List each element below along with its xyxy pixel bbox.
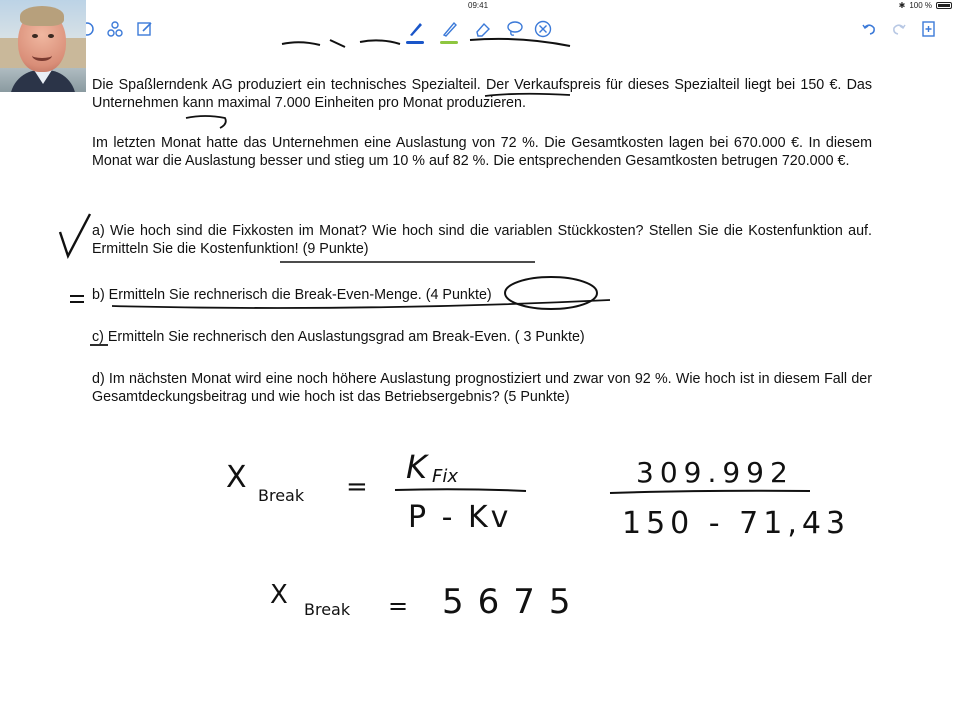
task-c: c) Ermitteln Sie rechnerisch den Auslastungsgrad am Break-Even. ( 3 Punkte) — [92, 329, 585, 345]
pen-green-icon[interactable] — [438, 18, 460, 40]
hw-result-value: 5675 — [442, 582, 585, 622]
eraser-icon[interactable] — [472, 18, 494, 40]
hw-denominator-value: 150 - 71,43 — [622, 506, 851, 541]
status-right — [899, 1, 952, 10]
ink-checkmark — [60, 214, 90, 256]
task-b: b) Ermitteln Sie rechnerisch die Break-Even-Menge. (4 Punkte) — [92, 287, 492, 303]
status-time: 09:41 — [468, 1, 489, 10]
undo-icon[interactable] — [858, 18, 880, 40]
hw-equals-2: = — [388, 592, 409, 620]
hw-x-symbol-1: X — [226, 460, 247, 495]
ink-fraction-bar-formula — [395, 489, 526, 491]
add-page-icon[interactable] — [918, 18, 940, 40]
hw-fix-subscript: Fix — [432, 466, 459, 487]
webcam-hair — [20, 6, 64, 26]
toolbar — [0, 12, 960, 48]
ink-fraction-bar-values — [610, 491, 810, 493]
battery-icon — [936, 2, 952, 9]
hw-equals-1: = — [346, 472, 368, 502]
status-bar — [0, 0, 960, 12]
lasso-icon[interactable] — [504, 18, 526, 40]
edit-icon[interactable] — [134, 18, 156, 40]
hw-break-subscript-2: Break — [304, 600, 351, 619]
battery-percent: 100 % — [909, 1, 932, 10]
webcam-eye-right — [48, 34, 54, 38]
shapes-icon[interactable] — [104, 18, 126, 40]
hw-k-fix: K — [406, 448, 427, 486]
webcam-eye-left — [32, 34, 38, 38]
close-icon[interactable] — [532, 18, 554, 40]
ink-equals-mark — [70, 296, 84, 302]
task-a: a) Wie hoch sind die Fixkosten im Monat? Wie hoch sind die variablen Stückkosten? Stellen Sie die Kostenfunktion auf. Ermitteln Sie die Kostenfunktion! (9 Punkte) — [92, 223, 872, 257]
paragraph-costs: Im letzten Monat hatte das Unternehmen eine Auslastung von 72 %. Die Gesamtkosten lagen bei 670.000 €. In diesem Monat war die Auslastung besser und stieg um 10 % auf 82 %. Die entsprechenden Gesamtkosten betrugen 720.000 €. — [92, 135, 872, 169]
task-d: d) Im nächsten Monat wird eine noch höhere Auslastung prognostiziert und zwar von 92 %. Wie hoch ist in diesem Fall der Gesamtdeckungsbeitrag und wie hoch ist das Betriebsergebnis? (5 Punkte) — [92, 371, 872, 405]
webcam-overlay — [0, 0, 86, 92]
hw-numerator-value: 309.992 — [636, 456, 794, 489]
pen-blue-icon[interactable] — [404, 18, 426, 40]
hw-break-subscript-1: Break — [258, 486, 305, 505]
paragraph-intro: Die Spaßlerndenk AG produziert ein technisches Spezialteil. Der Verkaufspreis für dieses Spezialteil liegt bei 150 €. Das Unternehmen kann maximal 7.000 Einheiten pro Monat produzieren. — [92, 77, 872, 111]
hw-x-symbol-2: X — [270, 580, 288, 610]
ink-underline-price — [186, 116, 226, 128]
hw-denominator-formula: P - Kv — [408, 500, 512, 535]
redo-icon[interactable] — [888, 18, 910, 40]
webcam-smile — [32, 50, 52, 61]
bluetooth-icon: ✱ — [898, 1, 906, 10]
